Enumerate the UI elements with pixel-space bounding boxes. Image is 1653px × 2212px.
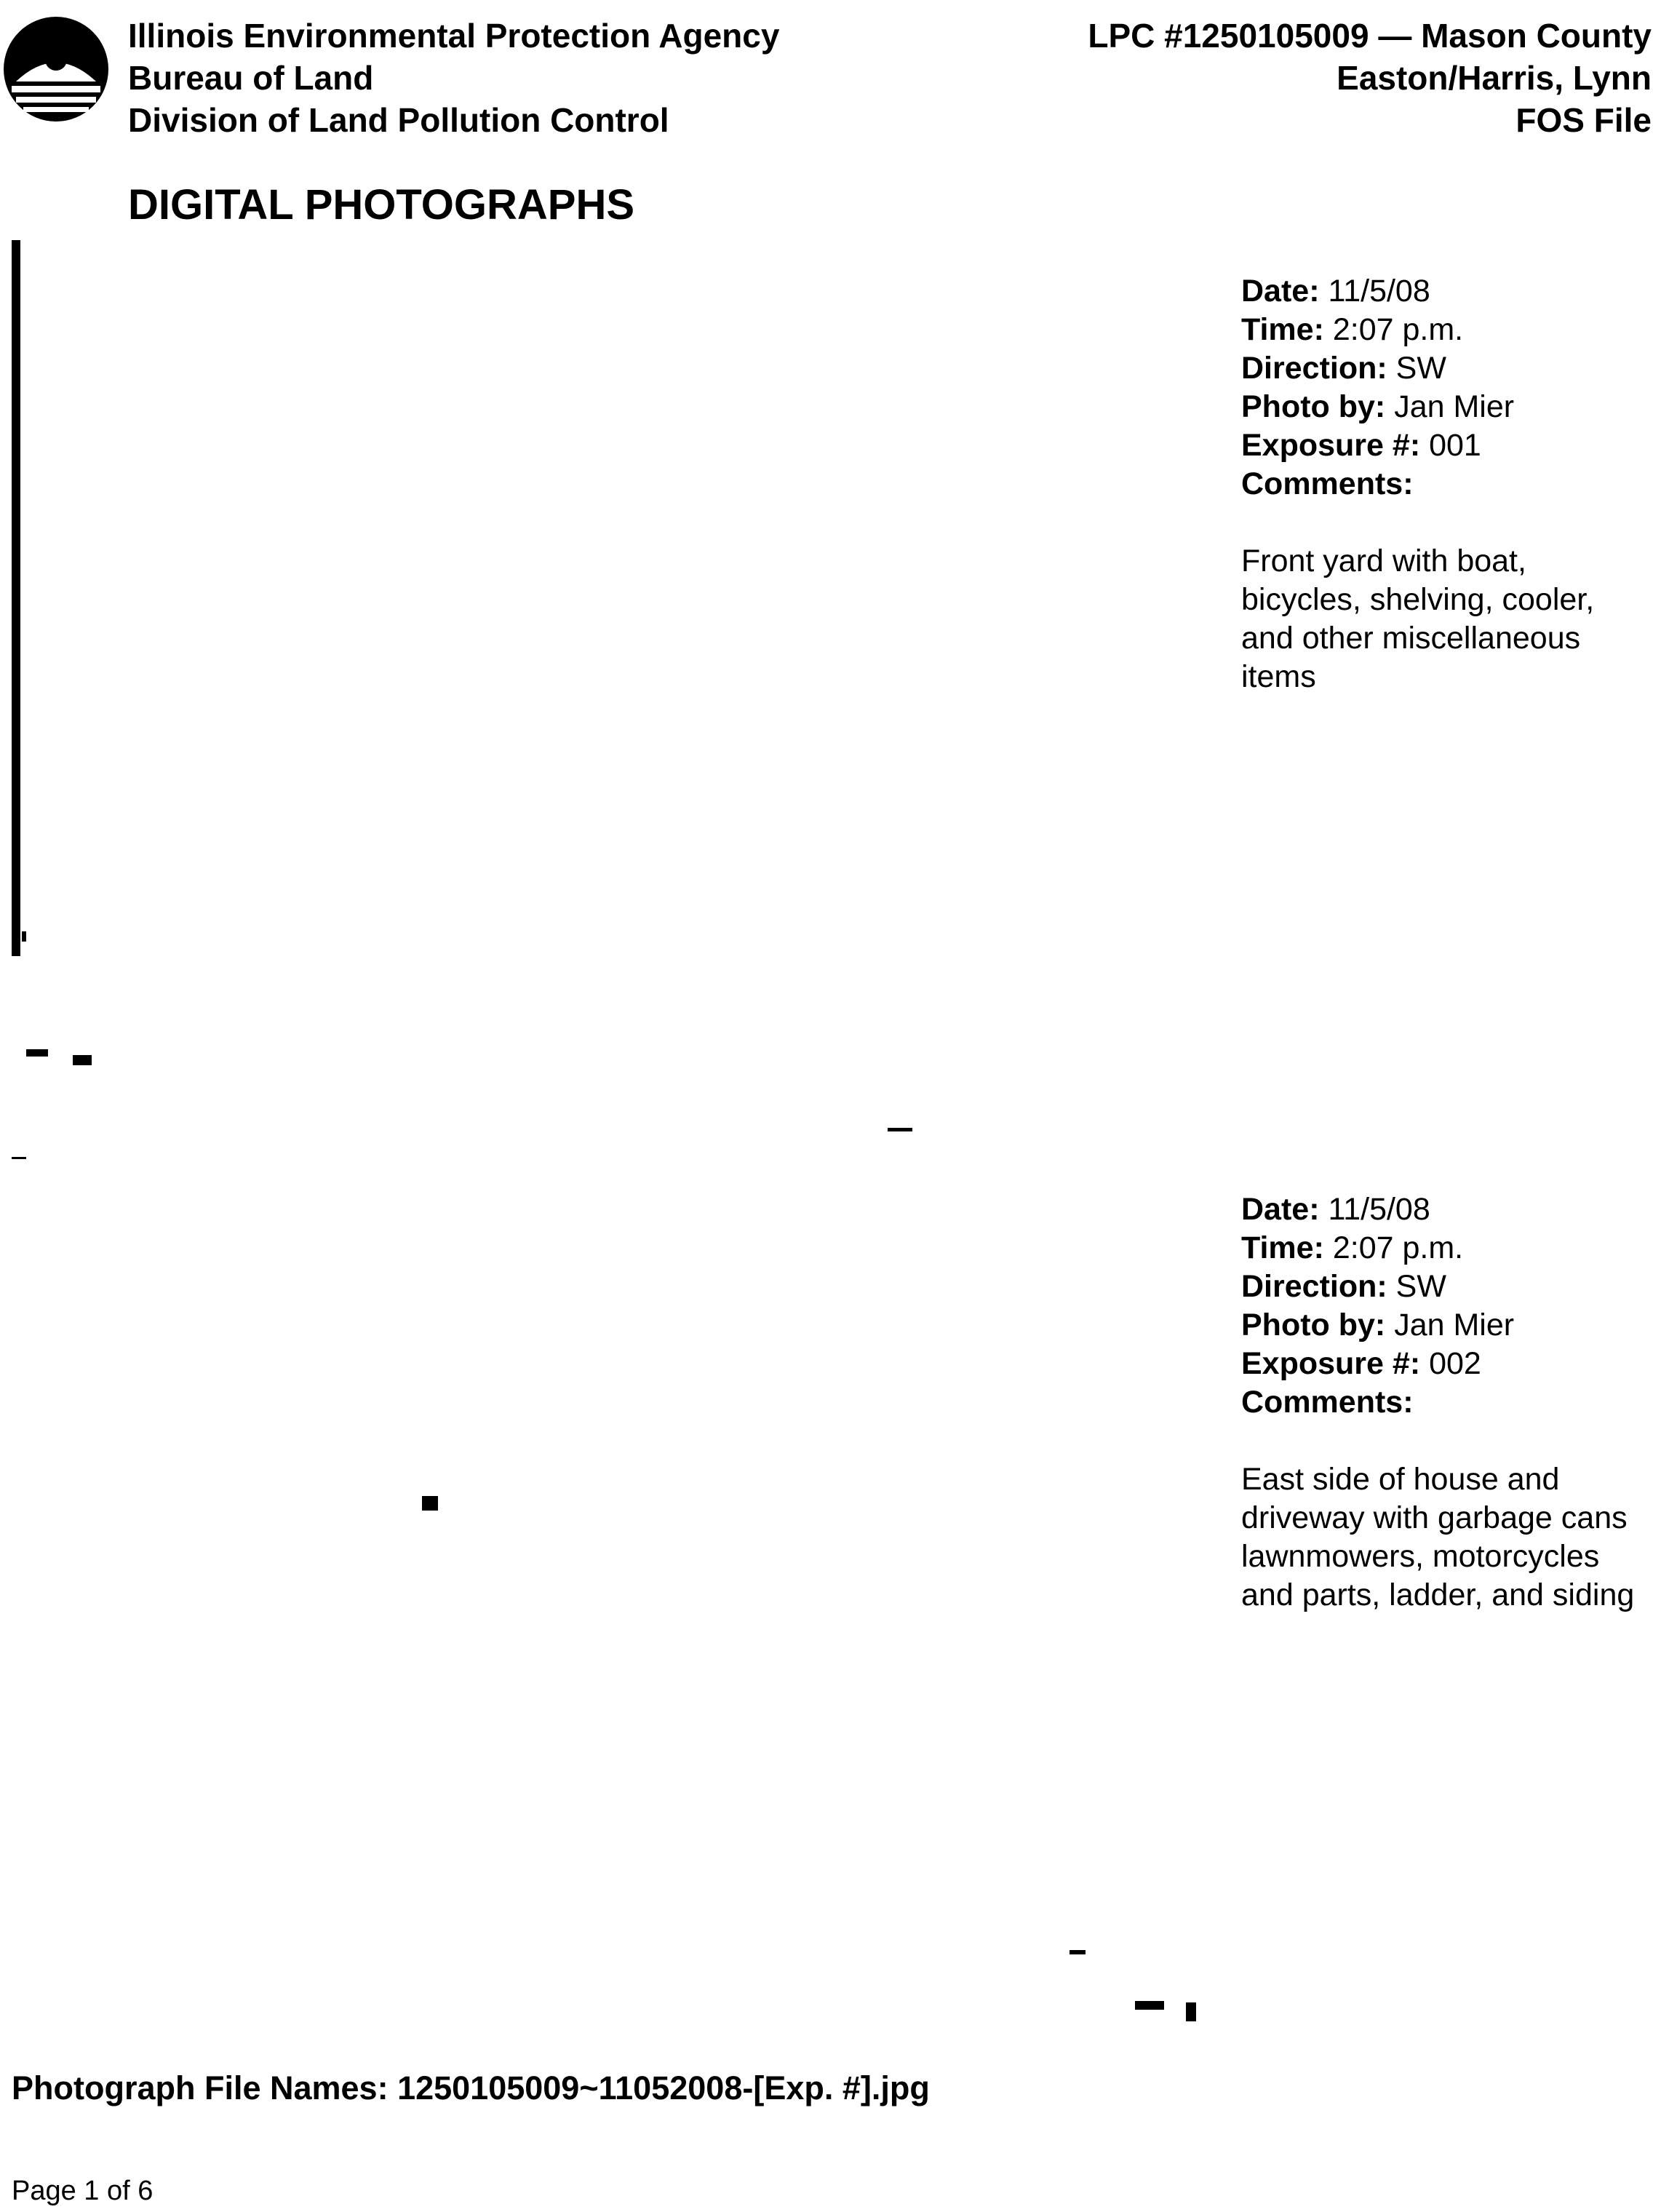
bureau-name: Bureau of Land xyxy=(128,59,374,97)
photo-by-label: Photo by: xyxy=(1241,389,1386,424)
lpc-number: LPC #1250105009 — Mason County xyxy=(1088,17,1652,55)
direction-value: SW xyxy=(1395,1269,1446,1304)
scan-speck xyxy=(888,1128,912,1131)
direction-value: SW xyxy=(1395,351,1446,386)
scan-speck xyxy=(1070,1950,1086,1954)
division-name: Division of Land Pollution Control xyxy=(128,101,669,139)
date-value: 11/5/08 xyxy=(1328,274,1430,309)
photo-by-label: Photo by: xyxy=(1241,1308,1386,1342)
comments-label: Comments: xyxy=(1241,1385,1414,1420)
scan-speck xyxy=(1135,2001,1164,2010)
illinois-epa-logo-icon xyxy=(1,15,111,124)
date-value: 11/5/08 xyxy=(1328,1192,1430,1227)
comments-label: Comments: xyxy=(1241,466,1414,501)
photo-comment: Front yard with boat, bicycles, shelving, cooler, and other miscellaneous items xyxy=(1241,544,1595,694)
photo-2-metadata xyxy=(1241,1190,1649,1615)
date-label: Date: xyxy=(1241,1192,1320,1227)
time-value: 2:07 p.m. xyxy=(1332,1230,1464,1265)
file-type: FOS File xyxy=(1515,101,1652,139)
scan-speck xyxy=(22,931,26,942)
exposure-value: 002 xyxy=(1429,1346,1481,1381)
agency-name: Illinois Environmental Protection Agency xyxy=(128,17,780,55)
photo-by-value: Jan Mier xyxy=(1394,389,1515,424)
photo-2-area xyxy=(29,1164,1193,2052)
photo-border-rule xyxy=(12,240,20,956)
date-label: Date: xyxy=(1241,274,1320,309)
exposure-label: Exposure #: xyxy=(1241,1346,1421,1381)
page-title: DIGITAL PHOTOGRAPHS xyxy=(128,181,635,228)
time-value: 2:07 p.m. xyxy=(1332,312,1464,347)
time-label: Time: xyxy=(1241,1230,1324,1265)
scan-speck xyxy=(73,1055,92,1065)
site-name: Easton/Harris, Lynn xyxy=(1337,59,1652,97)
photo-1-area xyxy=(29,240,1193,1128)
agency-header xyxy=(128,15,779,141)
photo-comment: East side of house and driveway with garbage cans lawnmowers, motorcycles and parts, ladder, and siding xyxy=(1241,1462,1635,1612)
exposure-value: 001 xyxy=(1429,428,1481,463)
scan-speck xyxy=(12,1157,26,1159)
file-reference-header xyxy=(1088,15,1652,141)
direction-label: Direction: xyxy=(1241,351,1387,386)
scan-speck xyxy=(422,1496,438,1511)
photo-by-value: Jan Mier xyxy=(1394,1308,1515,1342)
photo-1-metadata xyxy=(1241,272,1649,696)
page-number: Page 1 of 6 xyxy=(12,2176,154,2206)
direction-label: Direction: xyxy=(1241,1269,1387,1304)
exposure-label: Exposure #: xyxy=(1241,428,1421,463)
time-label: Time: xyxy=(1241,312,1324,347)
photo-file-names: Photograph File Names: 1250105009~11052008-[Exp. #].jpg xyxy=(12,2069,930,2106)
scan-speck xyxy=(26,1049,48,1057)
scan-speck xyxy=(1186,2002,1196,2021)
